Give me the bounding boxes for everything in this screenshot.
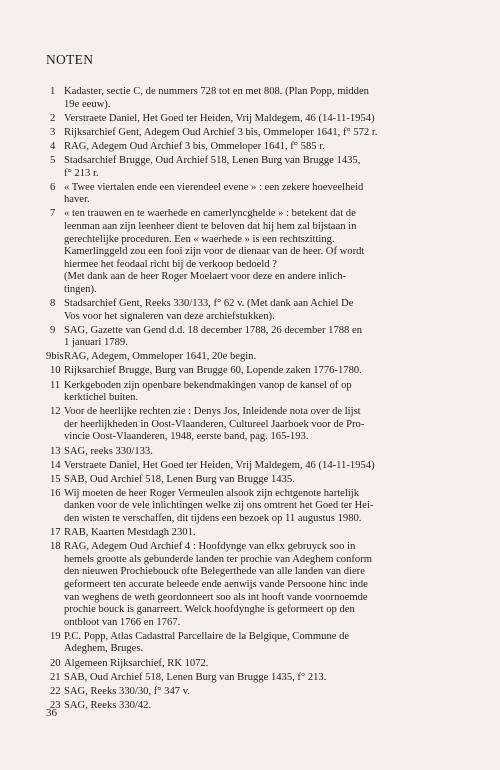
note-line: SAG, Gazette van Gend d.d. 18 december 1788, 26 december 1788 en xyxy=(64,324,363,336)
note-number: 7 xyxy=(50,208,56,220)
note-item xyxy=(46,298,472,323)
note-item xyxy=(46,541,472,629)
note-text xyxy=(64,325,472,350)
note-line: SAB, Oud Archief 518, Lenen Burg van Brugge 1435, f° 213. xyxy=(64,671,327,683)
note-item xyxy=(46,182,472,207)
note-line: SAG, Reeks 330/42. xyxy=(64,699,152,711)
note-text xyxy=(64,155,472,180)
note-text xyxy=(64,182,472,207)
note-line: « Twee viertalen ende een vierendeel evene » : een zekere hoeveelheid xyxy=(64,181,364,193)
note-text xyxy=(64,686,472,699)
note-line: Wij moeten de heer Roger Vermeulen alsook zijn echtgenote hartelijk xyxy=(64,487,360,499)
note-item xyxy=(46,127,472,140)
note-number: 23 xyxy=(50,699,61,711)
note-number: 10 xyxy=(50,365,61,377)
note-line: gerechtelijke proceduren. Een « waerhede » is een rechtszitting. xyxy=(64,233,335,245)
note-text xyxy=(64,298,472,323)
note-text xyxy=(64,380,472,405)
note-line: Kamerlinggeld zou een fooi zijn voor de dienaar van de heer. Of wordt xyxy=(64,246,365,258)
note-line: van weghens de weth geordonneert soo als int hooft vande voornoemde xyxy=(64,591,368,603)
note-text xyxy=(64,672,472,685)
note-line: den wisten te verschaffen, dit tijdens een bezoek op 11 augustus 1980. xyxy=(64,513,362,524)
note-item xyxy=(46,446,472,459)
note-line: SAB, Oud Archief 518, Lenen Burg van Brugge 1435. xyxy=(64,473,295,485)
note-item xyxy=(46,406,472,444)
note-number: 5 xyxy=(50,154,56,166)
note-number: 16 xyxy=(50,487,61,499)
note-number: 4 xyxy=(50,140,56,152)
note-item xyxy=(46,380,472,405)
note-text xyxy=(64,406,472,444)
note-item xyxy=(46,86,472,111)
note-item xyxy=(46,113,472,126)
note-line: Stadsarchief Gent, Reeks 330/133, f° 62 v. (Met dank aan Achiel De xyxy=(64,298,354,309)
note-line: f° 213 r. xyxy=(64,167,99,179)
note-item xyxy=(46,351,472,364)
note-number: 15 xyxy=(50,473,61,485)
note-line: Rijksarchief Brugge, Burg van Brugge 60, Lopende zaken 1776-1780. xyxy=(64,365,362,377)
note-line: den nieuwen Prochiebouck ofte Belegerthede van alle landen van diere xyxy=(64,566,365,578)
note-text xyxy=(64,474,472,487)
note-number: 8 xyxy=(50,298,56,309)
note-line: RAG, Adegem, Ommeloper 1641, 20e begin. xyxy=(64,351,257,363)
note-line: ontbloot van 1766 en 1767. xyxy=(64,616,181,628)
note-line: Vos voor het signaleren van deze archiefstukken). xyxy=(64,310,275,322)
note-number: 1 xyxy=(50,86,56,97)
note-number: 9bis xyxy=(46,351,64,363)
note-text xyxy=(64,527,472,540)
note-line: Voor de heerlijke rechten zie : Denys Jos, Inleidende nota over de lijst xyxy=(64,406,361,418)
note-text xyxy=(64,488,472,526)
notes-list xyxy=(46,86,472,714)
note-line: kerktichel buiten. xyxy=(64,392,139,404)
note-line: SAG, reeks 330/133. xyxy=(64,445,153,457)
note-number: 3 xyxy=(50,126,56,138)
note-item xyxy=(46,686,472,699)
note-item xyxy=(46,325,472,350)
note-text xyxy=(64,141,472,154)
note-item xyxy=(46,672,472,685)
note-number: 18 xyxy=(50,541,61,553)
note-text xyxy=(64,365,472,378)
note-line: Rijksarchief Gent, Adegem Oud Archief 3 bis, Ommeloper 1641, f° 572 r. xyxy=(64,126,378,138)
note-line: Kerkgeboden zijn openbare bekendmakingen vanop de kansel of op xyxy=(64,379,352,391)
note-number: 6 xyxy=(50,181,56,193)
note-line: RAG, Adegem Oud Archief 4 : Hoofdynge van elkx gebruyck soo in xyxy=(64,541,356,553)
note-item xyxy=(46,155,472,180)
note-item xyxy=(46,527,472,540)
note-line: haver. xyxy=(64,194,90,206)
note-line: geformeert ten accurate beleede ende aenwijs vande Persoone hinc inde xyxy=(64,578,368,590)
note-item xyxy=(46,700,472,713)
note-line: danken voor de vele inlichtingen welke zij ons omtrent het Goed ter Hei- xyxy=(64,500,374,512)
note-item xyxy=(46,208,472,296)
note-item xyxy=(46,141,472,154)
note-line: P.C. Popp, Atlas Cadastral Parcellaire de la Belgique, Commune de xyxy=(64,630,350,642)
note-item xyxy=(46,631,472,656)
note-line: Verstraete Daniel, Het Goed ter Heiden, Vrij Maldegem, 46 (14-11-1954) xyxy=(64,459,375,471)
note-number: 21 xyxy=(50,671,61,683)
note-number: 13 xyxy=(50,445,61,457)
note-line: RAG, Adegem Oud Archief 3 bis, Ommeloper 1641, f° 585 r. xyxy=(64,140,325,152)
note-number: 12 xyxy=(50,406,61,418)
note-number: 22 xyxy=(50,685,61,697)
note-line: « ten trauwen en te waerhede en camerlyncghelde » : betekent dat de xyxy=(64,208,356,220)
note-line: tingen). xyxy=(64,283,97,295)
note-text xyxy=(64,113,472,126)
note-line: prochie bouck is ganarreert. Welck hoofdynghe is geformeert op den xyxy=(64,604,355,616)
note-line: Algemeen Rijksarchief, RK 1072. xyxy=(64,657,209,669)
note-text xyxy=(64,351,472,364)
note-number: 19 xyxy=(50,630,61,642)
note-item xyxy=(46,460,472,473)
note-number: 20 xyxy=(50,657,61,669)
note-line: vincie Oost-Vlaanderen, 1948, eerste band, pag. 165-193. xyxy=(64,431,309,443)
note-text xyxy=(64,446,472,459)
note-line: (Met dank aan de heer Roger Moelaert voor deze en andere inlich- xyxy=(64,271,347,283)
note-number: 11 xyxy=(50,379,61,391)
note-line: Adeghem, Bruges. xyxy=(64,643,144,655)
note-line: 1 januari 1789. xyxy=(64,337,128,349)
note-text xyxy=(64,460,472,473)
note-text xyxy=(64,127,472,140)
note-line: leenman aan zijn leenheer dient te beloven dat hij hem zal bijstaan in xyxy=(64,220,357,232)
note-line: hiermee het feodaal richt bij de verkoop bedoeld ? xyxy=(64,258,277,270)
note-line: hemels grootte als gebunderde landen ter prochie van Adeghem conform xyxy=(64,553,372,565)
note-item xyxy=(46,658,472,671)
note-line: der heerlijkheden in Oost-Vlaanderen, Cultureel Jaarboek voor de Pro- xyxy=(64,418,365,430)
note-text xyxy=(64,541,472,629)
page-heading: NOTEN xyxy=(46,52,94,67)
page-number: 36 xyxy=(46,707,57,719)
note-item xyxy=(46,474,472,487)
note-item xyxy=(46,365,472,378)
note-number: 14 xyxy=(50,459,61,471)
note-item xyxy=(46,488,472,526)
note-number: 2 xyxy=(50,112,56,124)
note-text xyxy=(64,658,472,671)
note-text xyxy=(64,700,472,713)
note-text xyxy=(64,86,472,111)
note-line: Stadsarchief Brugge, Oud Archief 518, Lenen Burg van Brugge 1435, xyxy=(64,154,361,166)
note-number: 9 xyxy=(50,324,56,336)
note-text xyxy=(64,208,472,296)
note-line: RAB, Kaarten Mestdagh 2301. xyxy=(64,527,196,539)
note-text xyxy=(64,631,472,656)
note-line: Kadaster, sectie C, de nummers 728 tot en met 808. (Plan Popp, midden xyxy=(64,86,369,97)
note-line: 19e eeuw). xyxy=(64,98,111,110)
note-line: SAG, Reeks 330/30, f° 347 v. xyxy=(64,685,190,697)
note-line: Verstraete Daniel, Het Goed ter Heiden, Vrij Maldegem, 46 (14-11-1954) xyxy=(64,112,375,124)
note-number: 17 xyxy=(50,527,61,539)
